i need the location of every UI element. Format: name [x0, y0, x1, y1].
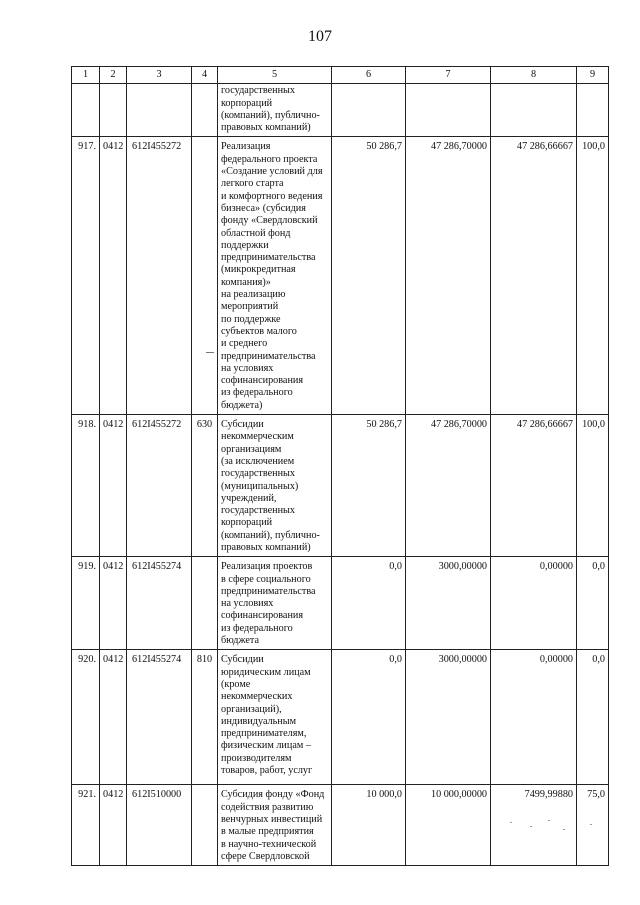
table-row: [72, 415, 609, 557]
row-section: 0412: [100, 650, 127, 785]
scan-mark: [206, 352, 214, 353]
row-number: 921.: [72, 785, 100, 866]
row-number: 918.: [72, 415, 100, 557]
row-col7: 3000,00000: [406, 557, 491, 650]
row-code: 612I455274: [127, 557, 192, 650]
row-name: Реализация проектов в сфере социального предпринимательства на условиях софинансирования из федерального бюджета: [218, 557, 332, 650]
row-col9: 75,0: [577, 785, 609, 866]
row-section: 0412: [100, 415, 127, 557]
header-row: [72, 67, 609, 84]
scan-speck: [510, 822, 512, 823]
row-col7: 3000,00000: [406, 650, 491, 785]
page-number: 107: [308, 28, 332, 45]
header-col-1: 1: [72, 67, 100, 84]
row-type: [192, 785, 218, 866]
row-col9: 100,0: [577, 137, 609, 415]
row-name: Субсидии некоммерческим организациям (за исключением государственных (муниципальных) учреждений, государственных корпораций (компаний), публично- правовых компаний): [218, 415, 332, 557]
cont-num: [72, 84, 100, 137]
row-col7: 47 286,70000: [406, 415, 491, 557]
row-col8: 47 286,66667: [491, 415, 577, 557]
row-type: [192, 557, 218, 650]
row-code: 612I455272: [127, 137, 192, 415]
continuation-row: [72, 84, 609, 137]
scan-speck: [548, 820, 550, 821]
table-row: [72, 785, 609, 866]
cont-code: [127, 84, 192, 137]
row-col9: 100,0: [577, 415, 609, 557]
table-row: [72, 650, 609, 785]
table-row: [72, 137, 609, 415]
header-col-2: 2: [100, 67, 127, 84]
header-col-3: 3: [127, 67, 192, 84]
row-number: 920.: [72, 650, 100, 785]
row-col8: 47 286,66667: [491, 137, 577, 415]
budget-table: [71, 66, 609, 866]
row-name: Субсидии юридическим лицам (кроме некоммерческих организаций), индивидуальным предпринимателям, физическим лицам – производителям товаров, работ, услуг: [218, 650, 332, 785]
row-col8: 0,00000: [491, 557, 577, 650]
row-col9: 0,0: [577, 557, 609, 650]
row-col7: 10 000,00000: [406, 785, 491, 866]
row-col8: 0,00000: [491, 650, 577, 785]
cont-col9: [577, 84, 609, 137]
header-col-4: 4: [192, 67, 218, 84]
cont-type: [192, 84, 218, 137]
row-col6: 50 286,7: [332, 415, 406, 557]
row-section: 0412: [100, 557, 127, 650]
row-section: 0412: [100, 785, 127, 866]
row-col6: 0,0: [332, 557, 406, 650]
cont-col7: [406, 84, 491, 137]
cont-name: государственных корпораций (компаний), публично- правовых компаний): [218, 84, 332, 137]
table-row: [72, 557, 609, 650]
row-code: 612I455272: [127, 415, 192, 557]
cont-col8: [491, 84, 577, 137]
row-col9: 0,0: [577, 650, 609, 785]
row-code: 612I510000: [127, 785, 192, 866]
row-col6: 10 000,0: [332, 785, 406, 866]
row-code: 612I455274: [127, 650, 192, 785]
row-section: 0412: [100, 137, 127, 415]
scan-speck: [590, 824, 592, 825]
row-type: 630: [192, 415, 218, 557]
row-number: 919.: [72, 557, 100, 650]
cont-col6: [332, 84, 406, 137]
cont-section: [100, 84, 127, 137]
header-col-8: 8: [491, 67, 577, 84]
scan-speck: [530, 826, 532, 827]
header-col-5: 5: [218, 67, 332, 84]
row-col6: 0,0: [332, 650, 406, 785]
row-col6: 50 286,7: [332, 137, 406, 415]
row-col8: 7499,99880: [491, 785, 577, 866]
row-name: Субсидия фонду «Фонд содействия развитию венчурных инвестиций в малые предприятия в научно-технической сфере Свердловской: [218, 785, 332, 866]
row-type: 810: [192, 650, 218, 785]
scan-speck: [563, 829, 565, 830]
row-number: 917.: [72, 137, 100, 415]
row-name: Реализация федерального проекта «Создание условий для легкого старта и комфортного ведения бизнеса» (субсидия фонду «Свердловский областной фонд поддержки предпринимательства (микрокредитная компания)» на реализацию мероприятий по поддержке субъектов малого и среднего предпринимательства на условиях софинансирования из федерального бюджета): [218, 137, 332, 415]
header-col-7: 7: [406, 67, 491, 84]
header-col-9: 9: [577, 67, 609, 84]
row-col7: 47 286,70000: [406, 137, 491, 415]
row-type: [192, 137, 218, 415]
header-col-6: 6: [332, 67, 406, 84]
